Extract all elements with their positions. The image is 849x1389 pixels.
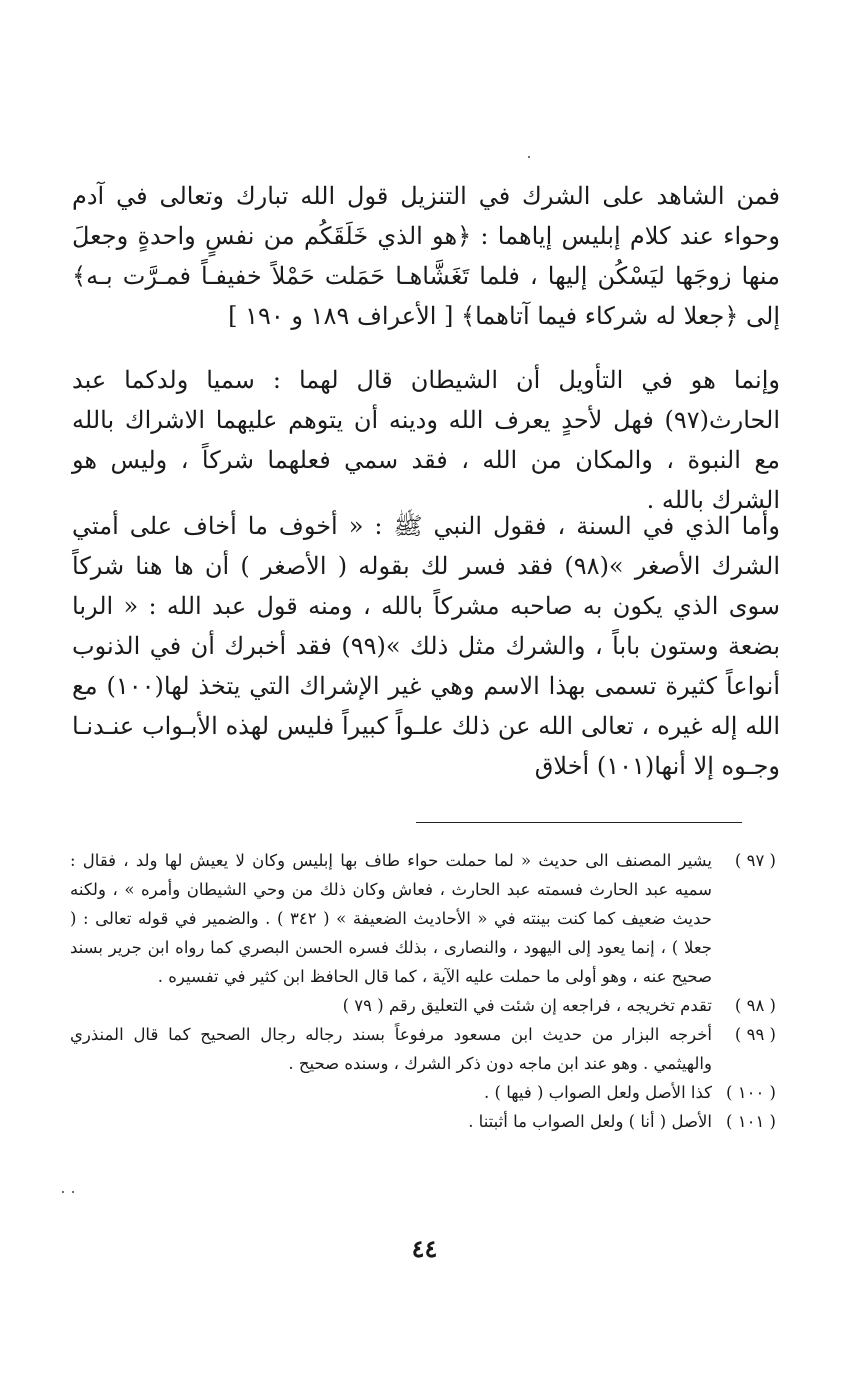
paragraph-2: وإنما هو في التأويل أن الشيطان قال لهما : سميا ولدكما عبد الحارث(٩٧) فهل لأحدٍ يعرف الله ودينه أن يتوهم عليهما الاشراك بالله مع النبوة ، والمكان من الله ، فقد سمي فعلهما شركاً ، وليس هو الشرك بالله .	[72, 366, 780, 514]
speck	[528, 156, 530, 158]
footnote-100	[70, 1078, 776, 1107]
footnote-text: يشير المصنف الى حديث « لما حملت حواء طاف بها إبليس وكان لا يعيش لها ولد ، فقال : سميه عبد الحارث فسمته عبد الحارث ، فعاش وكان ذلك من وحي الشيطان وأمره » ، ولكنه حديث ضعيف كما كنت بينته في « الأحاديث الضعيفة » ( ٣٤٢ ) . والضمير في قوله تعالى : ( جعلا ) ، إنما يعود إلى اليهود ، والنصارى ، بذلك فسره الحسن البصري كما رواه ابن جرير بسند صحيح عنه ، وهو أولى ما حملت عليه الآية ، كما قال الحافظ ابن كثير في تفسيره .	[70, 851, 712, 986]
speck	[62, 1191, 64, 1193]
footnote-separator	[416, 822, 742, 823]
speck	[72, 1191, 74, 1193]
page-number: ٤٤	[411, 1234, 438, 1263]
footnote-number: ( ١٠٠ )	[726, 1083, 776, 1102]
footnote-number: ( ٩٨ )	[734, 996, 776, 1015]
footnote-text: الأصل ( أنا ) ولعل الصواب ما أثبتنا .	[468, 1112, 712, 1131]
footnote-number: ( ٩٧ )	[734, 851, 776, 870]
paragraph-3: وأما الذي في السنة ، فقول النبي ﷺ : « أخوف ما أخاف على أمتي الشرك الأصغر »(٩٨) فقد فسر لك بقوله ( الأصغر ) أن ها هنا شركاً سوى الذي يكون به صاحبه مشركاً بالله ، ومنه قول عبد الله : « الربا بضعة وستون باباً ، والشرك مثل ذلك »(٩٩) فقد أخبرك أن في الذنوب أنواعاً كثيرة تسمى بهذا الاسم وهي غير الإشراك التي يتخذ لها(١٠٠) مع الله إله غيره ، تعالى الله عن ذلك علـواً كبيراً فليس لهذه الأبـواب عنـدنـا وجـوه إلا أنها(١٠١) أخلاق	[72, 512, 780, 780]
footnotes	[70, 846, 776, 1136]
paragraph-1: فمن الشاهد على الشرك في التنزيل قول الله تبارك وتعالى في آدم وحواء عند كلام إبليس إياهما : ﴿هو الذي خَلَقَكُم من نفسٍ واحدةٍ وجعلَ منها زوجَها ليَسْكُن إليها ، فلما تَغَشَّاهـا حَمَلت حَمْلاً خفيفـاً فمـرَّت بـه﴾ إلى ﴿جعلا له شركاء فيما آتاهما﴾ [ الأعراف ١٨٩ و ١٩٠ ]	[72, 182, 780, 330]
footnote-text: أخرجه البزار من حديث ابن مسعود مرفوعاً بسند رجاله رجال الصحيح كما قال المنذري والهيثمي . وهو عند ابن ماجه دون ذكر الشرك ، وسنده صحيح .	[70, 1025, 712, 1073]
footnote-text: تقدم تخريجه ، فراجعه إن شئت في التعليق رقم ( ٧٩ )	[342, 996, 712, 1015]
footnote-98	[70, 991, 776, 1020]
footnote-number: ( ١٠١ )	[726, 1112, 776, 1131]
footnote-text: كذا الأصل ولعل الصواب ( فيها ) .	[484, 1083, 712, 1102]
footnote-number: ( ٩٩ )	[734, 1025, 776, 1044]
footnote-99	[70, 1020, 776, 1078]
footnote-101	[70, 1107, 776, 1136]
footnote-97	[70, 846, 776, 991]
